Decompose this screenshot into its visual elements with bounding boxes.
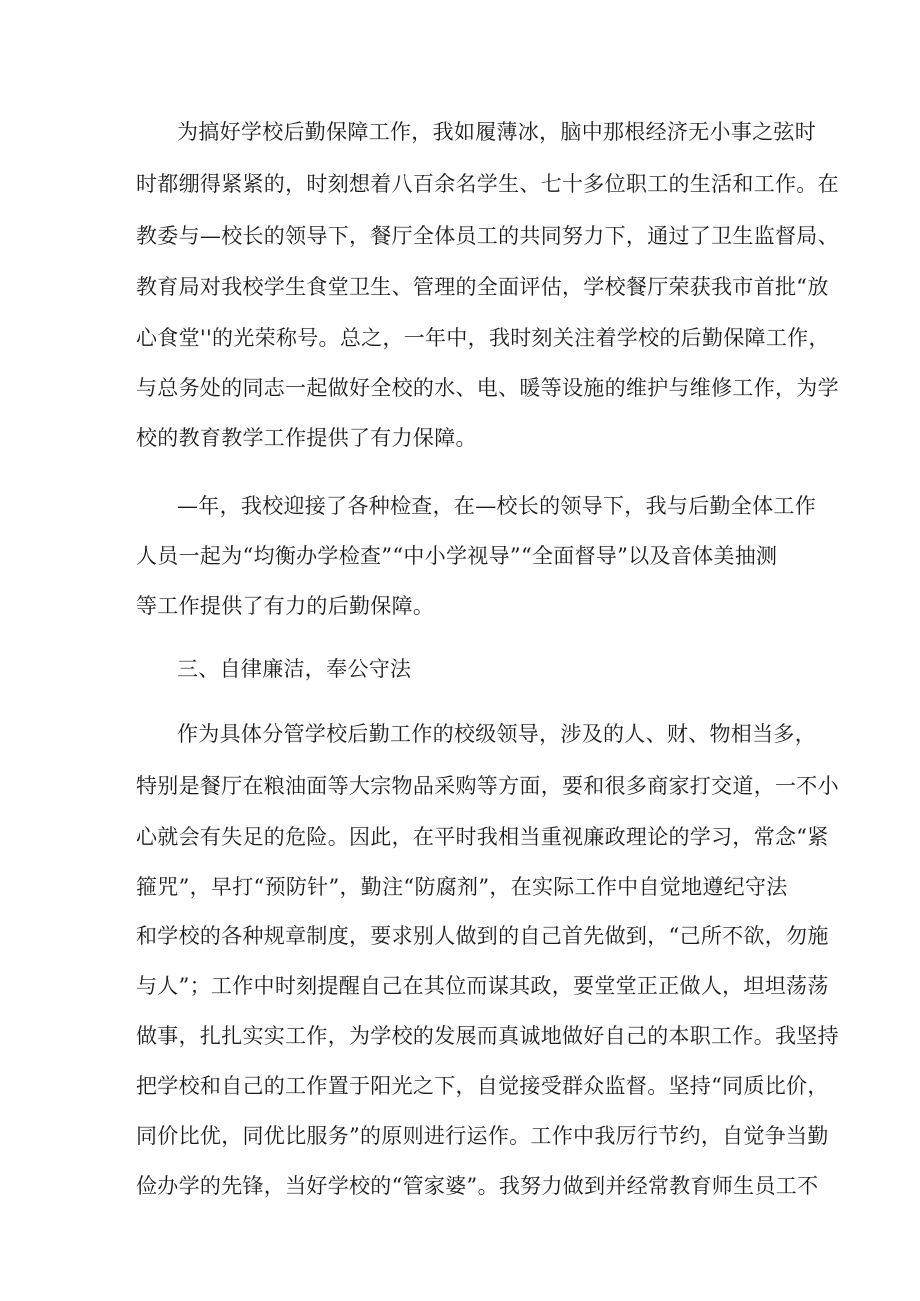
text-line: 时都绷得紧紧的，时刻想着八百余名学生、七十多位职工的生活和工作。在 — [136, 172, 839, 196]
text-line: 与总务处的同志一起做好全校的水、电、暖等设施的维护与维修工作，为学 — [136, 376, 839, 400]
text-line: 作为具体分管学校后勤工作的校级领导，涉及的人、财、物相当多， — [177, 722, 816, 746]
text-line: 等工作提供了有力的后勤保障。 — [136, 594, 435, 618]
text-line: 把学校和自己的工作置于阳光之下，自觉接受群众监督。坚持“同质比价， — [136, 1074, 829, 1098]
text-line: 和学校的各种规章制度，要求别人做到的自己首先做到，“己所不欲，勿施 — [136, 924, 829, 948]
text-line: 心食堂''的光荣称号。总之，一年中，我时刻关注着学校的后勤保障工作， — [136, 326, 830, 350]
section-heading: 三、自律廉洁，奉公守法 — [177, 657, 412, 681]
text-line: 做事，扎扎实实工作，为学校的发展而真诚地做好自己的本职工作。我坚持 — [136, 1024, 839, 1048]
text-line: 心就会有失足的危险。因此，在平时我相当重视廉政理论的学习，常念“紧 — [136, 825, 829, 849]
text-line: 为搞好学校后勤保障工作，我如履薄冰，脑中那根经济无小事之弦时 — [177, 120, 816, 144]
text-line: 校的教育教学工作提供了有力保障。 — [136, 426, 477, 450]
text-line: 箍咒”，早打“预防针”，勤注“防腐剂”，在实际工作中自觉地遵纪守法 — [136, 875, 788, 899]
text-line: 教育局对我校学生食堂卫生、管理的全面评估，学校餐厅荣获我市首批“放 — [136, 275, 829, 299]
text-line: 人员一起为“均衡办学检查”“中小学视导”“全面督导”以及音体美抽测 — [136, 544, 778, 568]
text-line: 教委与—校长的领导下，餐厅全体员工的共同努力下，通过了卫生监督局、 — [136, 224, 839, 248]
text-line: 与人”；工作中时刻提醒自己在其位而谋其政，要堂堂正正做人，坦坦荡荡 — [136, 974, 829, 998]
text-line: 同价比优，同优比服务”的原则进行运作。工作中我厉行节约，自觉争当勤 — [136, 1124, 829, 1148]
text-line: 俭办学的先锋，当好学校的“管家婆”。我努力做到并经常教育师生员工不 — [136, 1174, 819, 1198]
text-line: 特别是餐厅在粮油面等大宗物品采购等方面，要和很多商家打交道，一不小 — [136, 774, 839, 798]
text-line: —年，我校迎接了各种检查，在—校长的领导下，我与后勤全体工作 — [177, 494, 816, 518]
